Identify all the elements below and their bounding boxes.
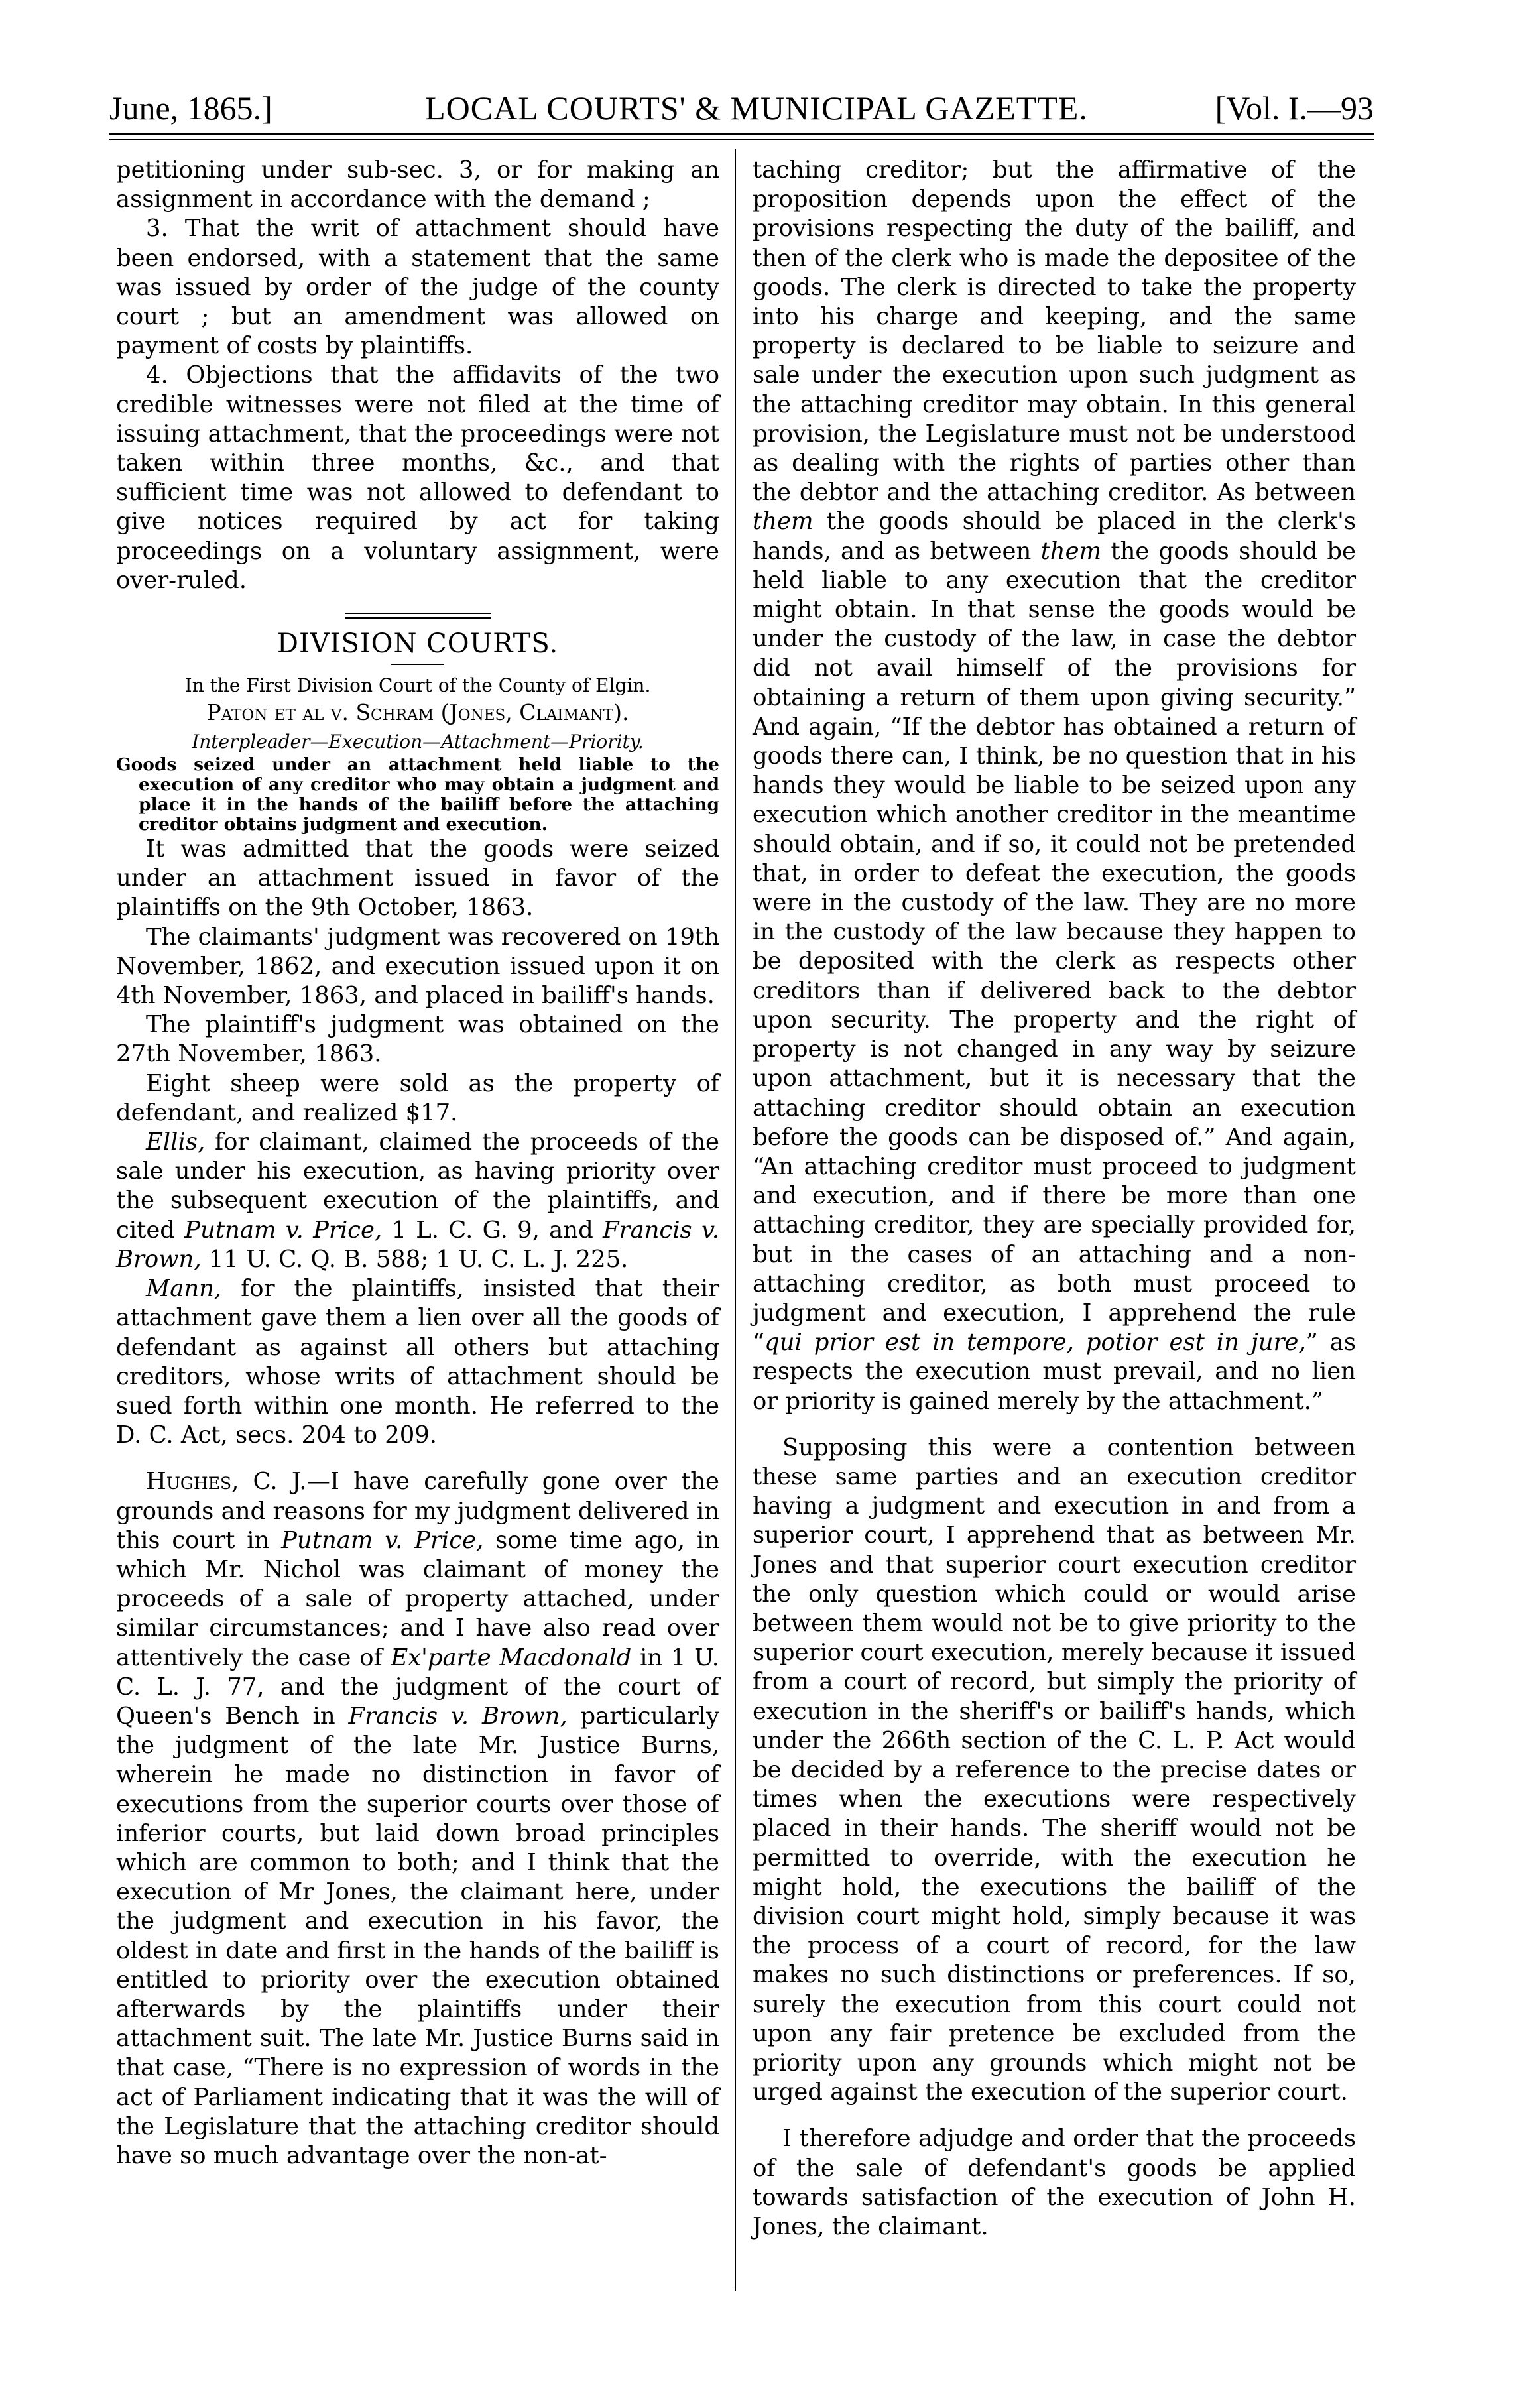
case-citation: Ex'parte Macdonald (391, 1644, 632, 1671)
case-citation: Francis v. Brown, (348, 1702, 568, 1730)
case-title: Paton et al v. Schram (Jones, Claimant). (206, 699, 629, 726)
case-citation: Francis v. Brown, (116, 1216, 719, 1273)
court-name: In the First Division Court of the County of Elgin. (184, 674, 651, 697)
header-date: June, 1865.] (109, 90, 272, 127)
left-column (116, 156, 719, 2171)
header-publication-title: LOCAL COURTS' & MUNICIPAL GAZETTE. (425, 90, 1088, 127)
judge-name: Hughes, C. J. (146, 1468, 307, 1496)
counsel-name: Ellis, (146, 1128, 206, 1156)
section-title: DIVISION COURTS. (276, 629, 559, 660)
header-volume-page: [Vol. I.—93 (1215, 90, 1374, 127)
case-citation: Putnam v. Price, (184, 1216, 383, 1244)
case-subheading: Interpleader—Execution—Attachment—Priority. (192, 731, 644, 753)
case-citation: Putnam v. Price, (281, 1526, 484, 1554)
counsel-name: Mann, (146, 1275, 222, 1303)
header-rule-thick (109, 133, 1374, 135)
objection-4: 4. Objections that the affidavits of the two credible witnesses were not filed at the time of issuing attachment, that the proceedings were not taken within three months, &c., and that sufficient time was not allowed to defendant to give notices required by act for taking proceedings on a voluntary assignment, were over-ruled. (116, 361, 719, 594)
argument-ellis: Ellis, for claimant, claimed the proceeds of the sale under his execution, as having priority over the subsequent execution of the plaintiffs, and cited Putnam v. Price, 1 L. C. G. 9, and Francis v. Brown, 11 U. C. Q. B. 588; 1 U. C. L. J. 225. (116, 1128, 719, 1273)
latin-maxim: qui prior est in tempore, potior est in jure, (764, 1329, 1306, 1356)
paragraph-continued: petitioning under sub-sec. 3, or for making an assignment in accordance with the demand ; (116, 156, 719, 213)
judgment-quote-continued: taching creditor; but the affirmative of the proposition depends upon the effect of the provisions respecting the duty of the bailiff, and then of the clerk who is made the depositee of the goods. The clerk is directed to take the property into his charge and keeping, and the same property is declared to be liable to seizure and sale under the execution upon such judgment as the attaching creditor may obtain. In this general provision, the Legislature must not be understood as dealing with the rights of parties other than the debtor and the attaching creditor. As between them the goods should be placed in the clerk's hands, and as between them the goods should be held liable to any execution that the creditor might obtain. In that sense the goods would be under the custody of the law, in case the debtor did not avail himself of the provisions for obtaining a return of them upon giving security.” And again, “If the debtor has obtained a return of goods there can, I think, be no question that in his hands they would be liable to be seized upon any execution which another creditor in the meantime should obtain, and if so, it could not be pretended that, in order to defeat the execution, the goods were in the custody of the law. They are no more in the custody of the law because they happen to be deposited with the clerk as respects other creditors than if delivered back to the debtor upon security. The property and the right of property is not changed in any way by seizure upon attachment, but it is necessary that the attaching creditor should obtain an execution before the goods can be disposed of.” And again, “An attaching creditor must proceed to judgment and execution, and if there be more than one attaching creditor, they are specially provided for, but in the cases of an attaching and a non-attaching creditor, as both must proceed to judgment and execution, I apprehend the rule “qui prior est in tempore, potior est in jure,” as respects the execution must prevail, and no lien or priority is gained merely by the attachment.” (753, 156, 1356, 1415)
judgment-opening: Hughes, C. J.—I have carefully gone over the grounds and reasons for my judgment delivered in this court in Putnam v. Price, some time ago, in which Mr. Nichol was claimant of money the proceeds of a sale of property attached, under similar circumstances; and I have also read over attentively the case of Ex'parte Macdonald in 1 U. C. L. J. 77, and the judgment of the court of Queen's Bench in Francis v. Brown, particularly the judgment of the late Mr. Justice Burns, wherein he made no distinction in favor of executions from the superior courts over those of inferior courts, but laid down broad principles which are common to both; and I think that the execution of Mr Jones, the claimant here, under the judgment and execution in his favor, the oldest in date and first in the hands of the bailiff is entitled to priority over the execution obtained afterwards by the plaintiffs under their attachment suit. The late Mr. Justice Burns said in that case, “There is no expression of words in the act of Parliament indicating that it was the will of the Legislature that the attaching creditor should have so much advantage over the non-at- (116, 1468, 720, 2169)
objection-3: 3. That the writ of attachment should have been endorsed, with a statement that the same was issued by order of the judge of the county court ; but an amendment was allowed on payment of costs by plaintiffs. (116, 215, 719, 360)
fact-sheep-sold: Eight sheep were sold as the property of defendant, and realized $17. (116, 1069, 719, 1126)
fact-claimant-judgment: The claimants' judgment was recovered on 19th November, 1862, and execution issued upon it on 4th November, 1863, and placed in bailiff's hands. (116, 923, 719, 1010)
case-headnote: Goods seized under an attachment held liable to the execution of any creditor who may obtain a judgment and place it in the hands of the bailiff before the attaching creditor obtains judgment and execution. (116, 754, 719, 835)
column-divider (735, 149, 736, 2291)
header-rule-thin (109, 139, 1374, 140)
section-double-rule (345, 613, 491, 619)
title-rule (391, 664, 444, 665)
argument-mann: Mann, for the plaintiffs, insisted that their attachment gave them a lien over all the goods of defendant as against all others but attaching creditors, whose writs of attachment should be sued forth within one month. He referred to the D. C. Act, secs. 204 to 209. (116, 1275, 719, 1449)
judgment-order: I therefore adjudge and order that the proceeds of the sale of defendant's goods be applied towards satisfaction of the execution of John H. Jones, the claimant. (753, 2125, 1356, 2241)
fact-attachment: It was admitted that the goods were seized under an attachment issued in favor of the plaintiffs on the 9th October, 1863. (116, 835, 719, 922)
fact-plaintiff-judgment: The plaintiff's judgment was obtained on the 27th November, 1863. (116, 1011, 719, 1068)
right-column (753, 156, 1356, 2242)
judgment-reasoning: Supposing this were a contention between these same parties and an execution creditor having a judgment and execution in and from a superior court, I apprehend that as between Mr. Jones and that superior court execution creditor the only question which could or would arise between them would not be to give priority to the superior court execution, merely because it issued from a court of record, but simply the priority of execution in the sheriff's or bailiff's hands, which under the 266th section of the C. L. P. Act would be decided by a reference to the precise dates or times when the executions were respectively placed in their hands. The sheriff would not be permitted to override, with the execution he might hold, the executions the bailiff of the division court might hold, simply because it was the process of a court of record, for the law makes no such distinctions or preferences. If so, surely the execution from this court could not upon any fair pretence be excluded from the priority upon any grounds which might not be urged against the execution of the superior court. (753, 1433, 1356, 2106)
